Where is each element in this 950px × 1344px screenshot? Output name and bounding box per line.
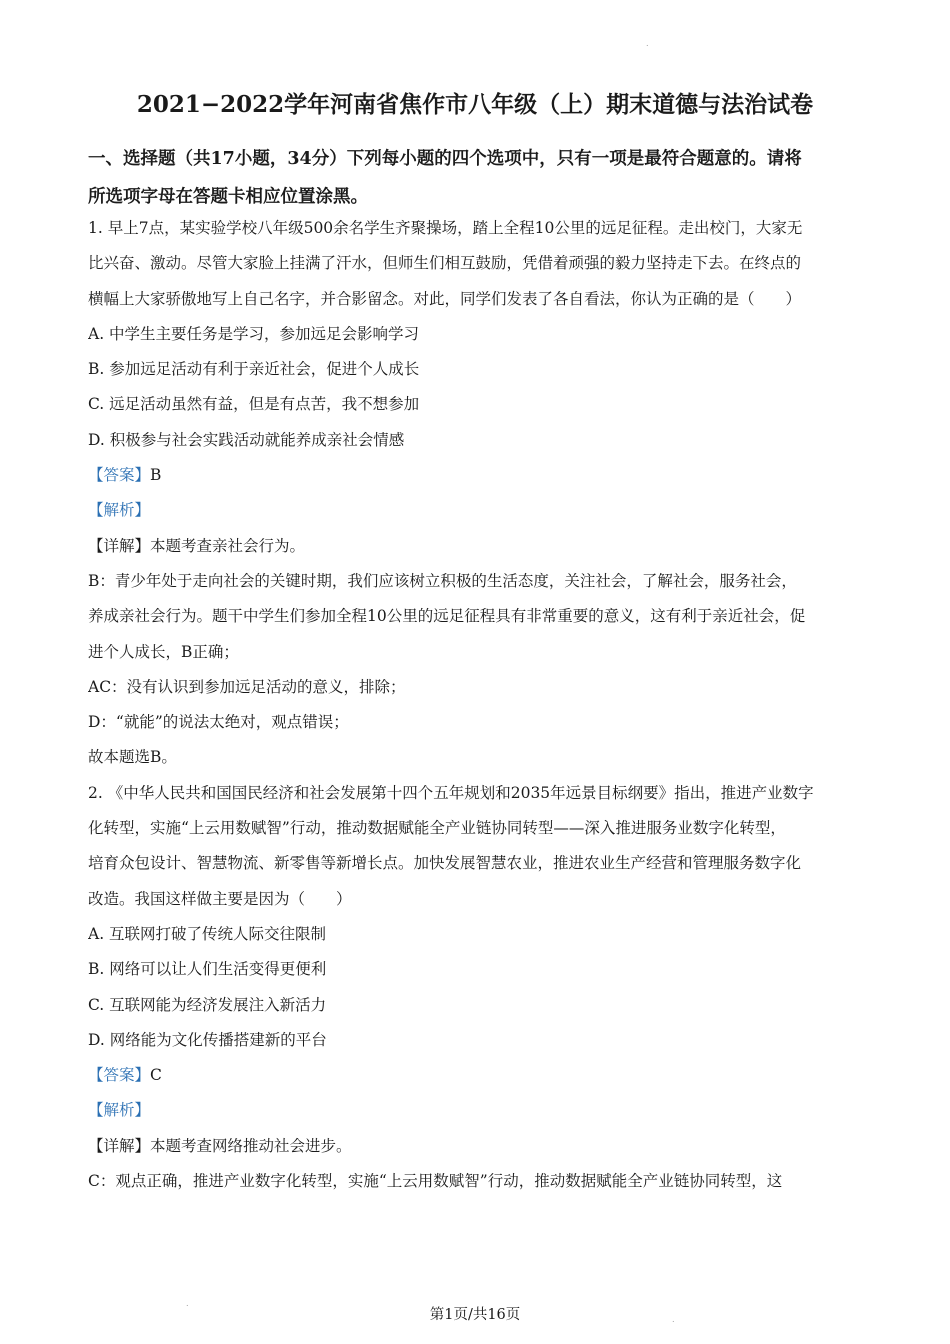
analysis-tag: 【解析】 — [88, 501, 151, 520]
detail-line: 【详解】本题考查网络推动社会进步。 — [88, 1136, 352, 1155]
option-d: D. 积极参与社会实践活动就能养成亲社会情感 — [88, 430, 405, 449]
detail-line: B：青少年处于走向社会的关键时期，我们应该树立积极的生活态度，关注社会，了解社会，服务社会， — [88, 571, 797, 590]
detail-line: 故本题选B。 — [88, 748, 177, 767]
question-stem-line: 化转型，实施“上云用数赋智”行动，推动数据赋能全产业链协同转型——深入推进服务业数字化转型， — [88, 819, 786, 838]
section-heading — [88, 140, 868, 216]
answer-tag: 【答案】 — [88, 1066, 151, 1085]
option-a: A. 互联网打破了传统人际交往限制 — [88, 924, 327, 943]
analysis-tag: 【解析】 — [88, 1101, 151, 1120]
question-content — [88, 211, 870, 1199]
detail-line: 养成亲社会行为。题干中学生们参加全程10公里的远足征程具有非常重要的意义，这有利于亲近社会，促 — [88, 607, 806, 626]
option-b: B. 网络可以让人们生活变得更便利 — [88, 960, 327, 979]
question-stem-line: 比兴奋、激动。尽管大家脸上挂满了汗水，但师生们相互鼓励，凭借着顽强的毅力坚持走下去。在终点的 — [88, 254, 802, 273]
answer-value: B — [150, 466, 162, 485]
analysis-line — [88, 1093, 870, 1128]
exam-title: 2021−2022学年河南省焦作市八年级（上）期末道德与法治试卷 — [136, 91, 814, 118]
question-1 — [88, 211, 870, 776]
answer-line — [88, 458, 870, 493]
section-heading-line: 所选项字母在答题卡相应位置涂黑。 — [88, 187, 368, 207]
option-b: B. 参加远足活动有利于亲近社会，促进个人成长 — [88, 360, 420, 379]
question-stem-line: 1. 早上7点，某实验学校八年级500余名学生齐聚操场，踏上全程10公里的远足征程。走出校门，大家无 — [88, 219, 803, 237]
question-stem-line: 改造。我国这样做主要是因为（ ） — [88, 889, 352, 908]
option-d: D. 网络能为文化传播搭建新的平台 — [88, 1030, 327, 1049]
answer-line — [88, 1058, 870, 1093]
detail-line: AC：没有认识到参加远足活动的意义，排除； — [88, 677, 406, 696]
page-number: 第1页/共16页 — [429, 1307, 521, 1323]
detail-line: 【详解】本题考查亲社会行为。 — [88, 536, 306, 555]
question-stem-line: 培育众包设计、智慧物流、新零售等新增长点。加快发展智慧农业，推进农业生产经营和管理服务数字化 — [88, 854, 802, 873]
question-2 — [88, 776, 870, 1200]
detail-line: 进个人成长，B正确； — [88, 642, 239, 661]
detail-line: C：观点正确，推进产业数字化转型，实施“上云用数赋智”行动，推动数据赋能全产业链协同转型，这 — [88, 1172, 783, 1191]
answer-value: C — [150, 1066, 162, 1085]
option-c: C. 互联网能为经济发展注入新活力 — [88, 995, 327, 1014]
question-stem-line: 2. 《中华人民共和国国民经济和社会发展第十四个五年规划和2035年远景目标纲要》指出，推进产业数字 — [88, 783, 814, 802]
answer-tag: 【答案】 — [88, 466, 151, 485]
section-heading-line: 一、选择题（共17小题，34分）下列每小题的四个选项中，只有一项是最符合题意的。请将 — [88, 149, 802, 169]
option-c: C. 远足活动虽然有益，但是有点苦，我不想参加 — [88, 395, 420, 414]
scan-dot: . — [672, 1315, 675, 1324]
detail-line: D：“就能”的说法太绝对，观点错误； — [88, 713, 349, 732]
option-a: A. 中学生主要任务是学习，参加远足会影响学习 — [88, 324, 420, 343]
scan-dot: . — [186, 1299, 189, 1308]
question-stem-line: 横幅上大家骄傲地写上自己名字，并合影留念。对此，同学们发表了各自看法，你认为正确的是（ ） — [88, 289, 802, 308]
analysis-line — [88, 493, 870, 528]
scan-dot: . — [646, 39, 649, 48]
